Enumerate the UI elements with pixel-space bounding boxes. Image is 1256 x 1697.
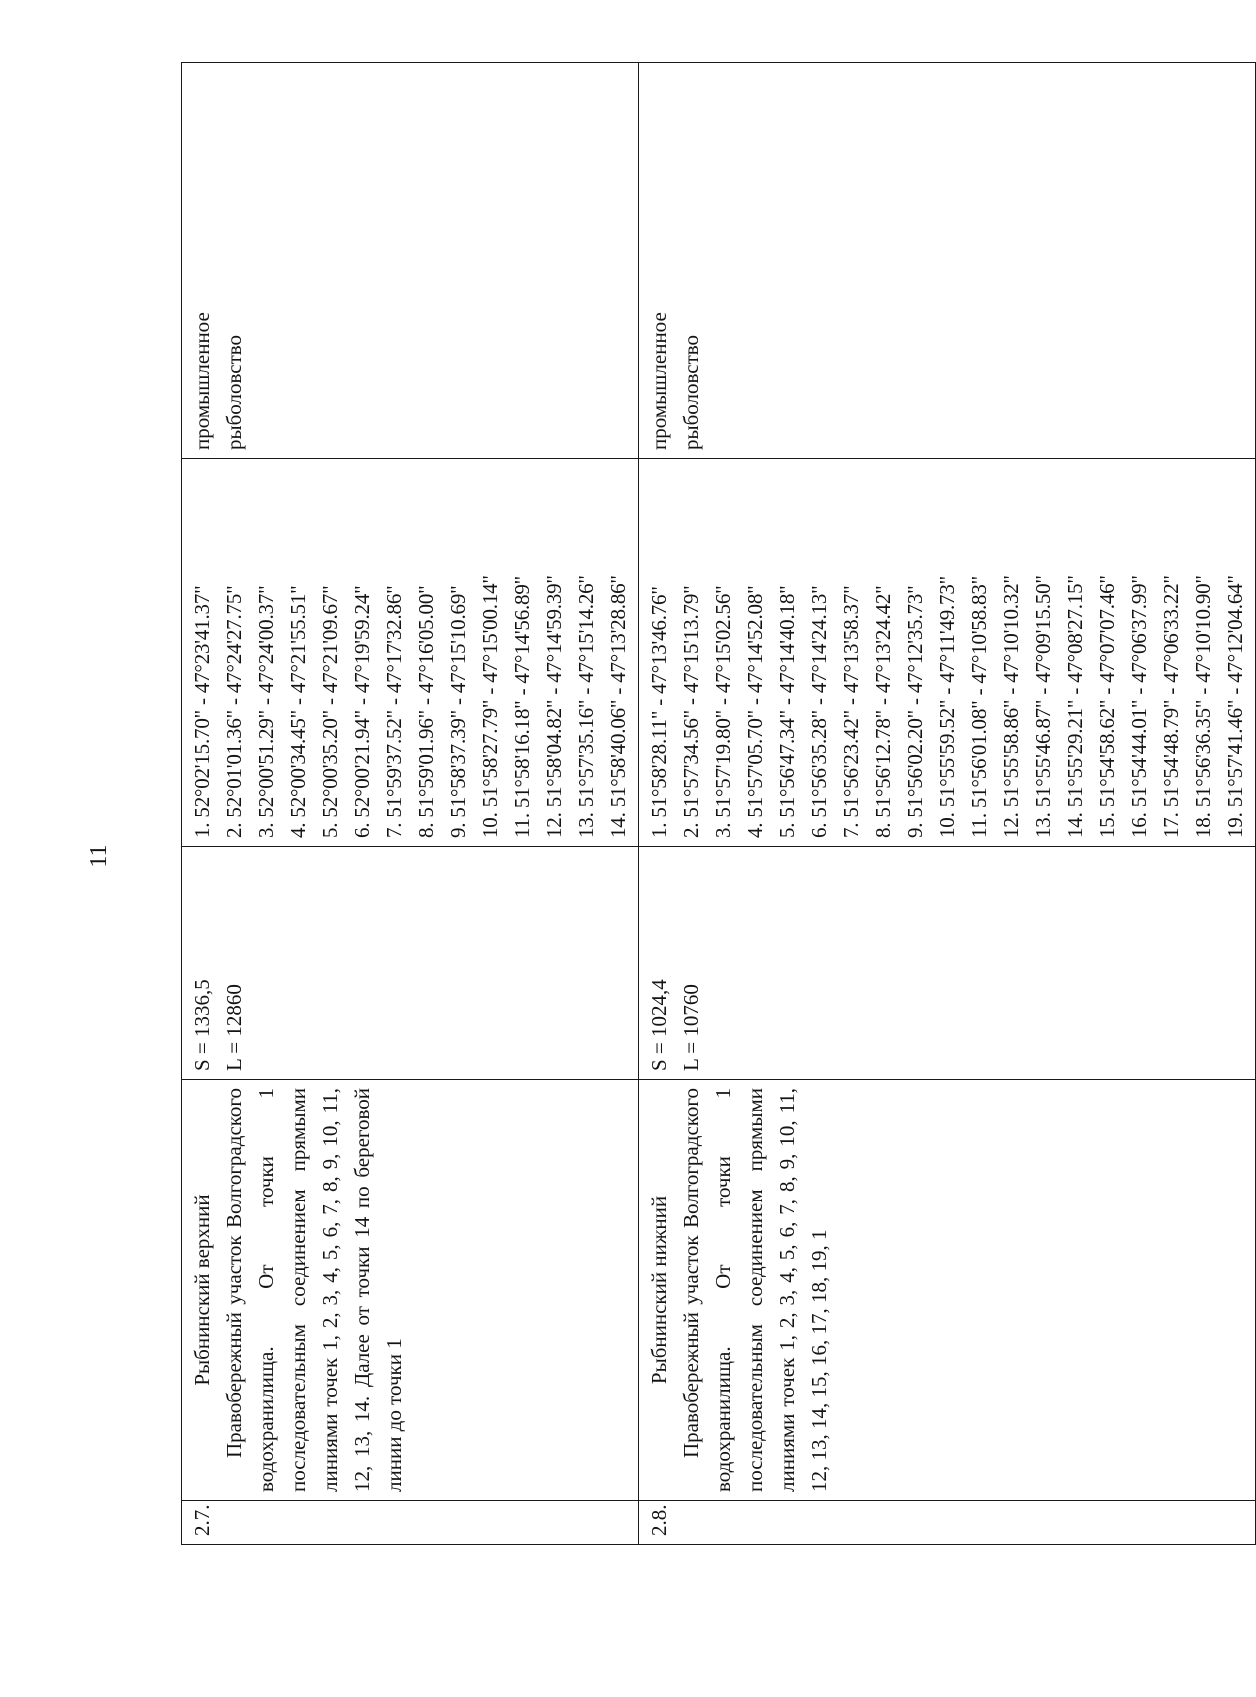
table-row: [182, 63, 639, 1545]
coordinate-point: 9. 51°58'37.39" - 47°15'10.69": [446, 585, 470, 838]
coordinate-point: 11. 51°58'16.18" - 47°14'56.89": [510, 575, 534, 838]
site-name: Рыбнинский верхний: [190, 1194, 214, 1386]
coordinate-point: 13. 51°55'46.87" - 47°09'15.50": [1031, 575, 1055, 838]
coordinate-point: 2. 51°57'34.56" - 47°15'13.79": [679, 585, 703, 838]
coordinate-point: 10. 51°55'59.52" - 47°11'49.73": [935, 575, 959, 838]
usage-type-cell: [182, 63, 639, 459]
site-length: L = 12860: [222, 984, 246, 1071]
usage-type: промышленное рыболовство: [647, 312, 703, 450]
coordinate-point: 8. 51°59'01.96" - 47°16'05.00": [414, 585, 438, 838]
coordinate-point: 13. 51°57'35.16" - 47°15'14.26": [574, 575, 598, 838]
area-length-cell: [182, 847, 639, 1080]
coordinate-point: 15. 51°54'58.62" - 47°07'07.46": [1095, 575, 1119, 838]
coordinate-point: 5. 52°00'35.20" - 47°21'09.67": [318, 585, 342, 838]
fishing-sites-table-rotated: [181, 63, 1247, 1545]
coordinate-point: 14. 51°55'29.21" - 47°08'27.15": [1063, 575, 1087, 838]
coordinate-point: 16. 51°54'44.01" - 47°06'37.99": [1127, 575, 1151, 838]
table-row: [639, 63, 1256, 1545]
usage-type: промышленное рыболовство: [190, 312, 246, 450]
coordinate-point: 7. 51°56'23.42" - 47°13'58.37": [839, 585, 863, 838]
coordinate-point: 3. 52°00'51.29" - 47°24'00.37": [254, 585, 278, 838]
coordinate-point: 19. 51°57'41.46" - 47°12'04.64": [1223, 575, 1247, 838]
coordinate-point: 17. 51°54'48.79" - 47°06'33.22": [1159, 575, 1183, 838]
row-number: 2.7.: [190, 1504, 214, 1536]
coordinate-point: 10. 51°58'27.79" - 47°15'00.14": [478, 575, 502, 838]
coordinate-point: 11. 51°56'01.08" - 47°10'58.83": [967, 575, 991, 838]
coordinate-point: 14. 51°58'40.06" - 47°13'28.86": [606, 575, 630, 838]
coordinate-point: 7. 51°59'37.52" - 47°17'32.86": [382, 585, 406, 838]
fishing-sites-table-frame: [181, 63, 1247, 1545]
coordinate-point: 6. 51°56'35.28" - 47°14'24.13": [807, 585, 831, 838]
site-area: S = 1336,5: [190, 979, 214, 1071]
site-description-cell: [639, 1080, 1256, 1501]
usage-type-cell: [639, 63, 1256, 459]
coordinate-point: 4. 51°57'05.70" - 47°14'52.08": [743, 585, 767, 838]
row-number-cell: [182, 1501, 639, 1545]
coordinate-point: 8. 51°56'12.78" - 47°13'24.42": [871, 585, 895, 838]
site-name: Рыбнинский нижний: [647, 1195, 671, 1385]
coordinate-point: 1. 51°58'28.11" - 47°13'46.76": [647, 586, 671, 838]
coordinate-point: 2. 52°01'01.36" - 47°24'27.75": [222, 585, 246, 838]
page-number: 11: [86, 844, 112, 868]
table-body: [182, 63, 1256, 1545]
coordinates-cell: [182, 459, 639, 847]
row-number-cell: [639, 1501, 1256, 1545]
coordinate-point: 9. 51°56'02.20" - 47°12'35.73": [903, 585, 927, 838]
site-area: S = 1024,4: [647, 979, 671, 1071]
coordinate-point: 1. 52°02'15.70" - 47°23'41.37": [190, 585, 214, 838]
coordinate-point: 18. 51°56'36.35" - 47°10'10.90": [1191, 575, 1215, 838]
coordinate-point: 12. 51°58'04.82" - 47°14'59.39": [542, 575, 566, 838]
area-length-cell: [639, 847, 1256, 1080]
row-number: 2.8.: [647, 1504, 671, 1536]
site-description-cell: [182, 1080, 639, 1501]
fishing-sites-table: [181, 62, 1256, 1545]
site-description: Правобережный участок Волгоградского водохранилища. От точки 1 последовательным соединением прямыми линиями точек 1, 2, 3, 4, 5, 6, 7, 8, 9, 10, 11, 12, 13, 14. Далее от точки 14 по береговой линии до точки 1: [222, 1088, 406, 1492]
coordinates-cell: [639, 459, 1256, 847]
coordinate-point: 5. 51°56'47.34" - 47°14'40.18": [775, 585, 799, 838]
site-length: L = 10760: [679, 984, 703, 1071]
coordinate-point: 6. 52°00'21.94" - 47°19'59.24": [350, 585, 374, 838]
coordinate-point: 3. 51°57'19.80" - 47°15'02.56": [711, 585, 735, 838]
site-description: Правобережный участок Волгоградского водохранилища. От точки 1 последовательным соединением прямыми линиями точек 1, 2, 3, 4, 5, 6, 7, 8, 9, 10, 11, 12, 13, 14, 15, 16, 17, 18, 19, 1: [679, 1088, 831, 1492]
coordinate-point: 4. 52°00'34.45" - 47°21'55.51": [286, 585, 310, 838]
coordinate-point: 12. 51°55'58.86" - 47°10'10.32": [999, 575, 1023, 838]
